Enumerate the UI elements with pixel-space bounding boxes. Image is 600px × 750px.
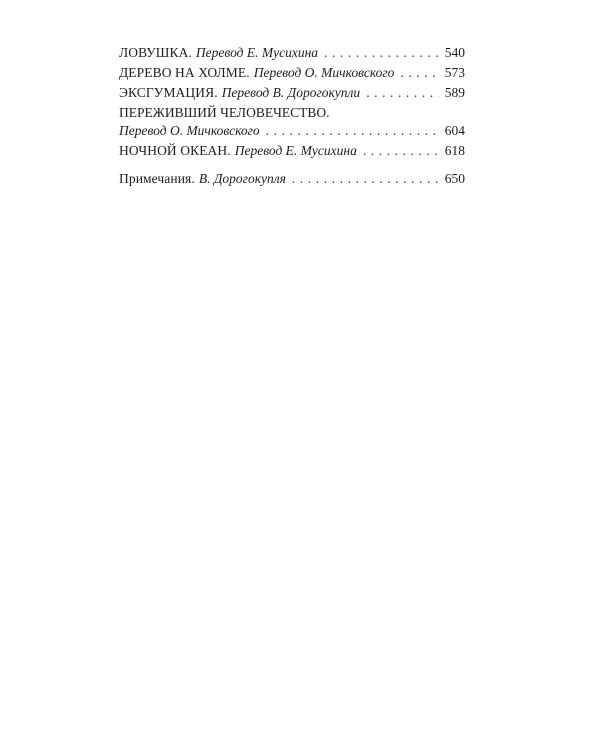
toc-entry-page: 573 <box>444 65 465 80</box>
toc-entry <box>119 122 465 140</box>
toc-entry-title: ДЕРЕВО НА ХОЛМЕ. <box>119 65 250 80</box>
toc-entry-translator: Перевод Е. Мусихина <box>195 45 319 60</box>
toc-notes-page: 650 <box>444 171 465 186</box>
toc-entry-title: ПЕРЕЖИВШИЙ ЧЕЛОВЕЧЕСТВО. <box>119 105 330 120</box>
dot-leader <box>366 84 439 102</box>
dot-leader <box>363 142 439 160</box>
dot-leader <box>292 170 439 188</box>
dot-leader <box>324 44 439 62</box>
toc-entry-page: 604 <box>444 123 465 138</box>
toc-notes-translator: В. Дорогокупля <box>198 171 286 186</box>
toc-entry-page: 618 <box>444 143 465 158</box>
toc-entry-translator: Перевод Е. Мусихина <box>234 143 357 158</box>
toc-entry <box>119 84 465 102</box>
toc-entry-translator: Перевод В. Дорогокупли <box>221 85 361 100</box>
toc-entry <box>119 64 465 82</box>
dot-leader <box>266 122 439 140</box>
toc-entry-page: 589 <box>444 85 465 100</box>
toc-entry <box>119 44 465 62</box>
toc-entry-translator: Перевод О. Мичковского <box>119 123 260 138</box>
toc-notes-title: Примечания. <box>119 171 195 186</box>
toc-entry <box>119 142 465 160</box>
toc-entry-translator: Перевод О. Мичковского <box>253 65 395 80</box>
toc-entry-page: 540 <box>444 45 465 60</box>
toc-notes-entry <box>119 170 465 188</box>
toc-entry-title: ЭКСГУМАЦИЯ. <box>119 85 218 100</box>
toc-entry-title: ЛОВУШКА. <box>119 45 192 60</box>
toc-entry-title: НОЧНОЙ ОКЕАН. <box>119 143 231 158</box>
dot-leader <box>400 64 439 82</box>
table-of-contents <box>119 44 465 188</box>
